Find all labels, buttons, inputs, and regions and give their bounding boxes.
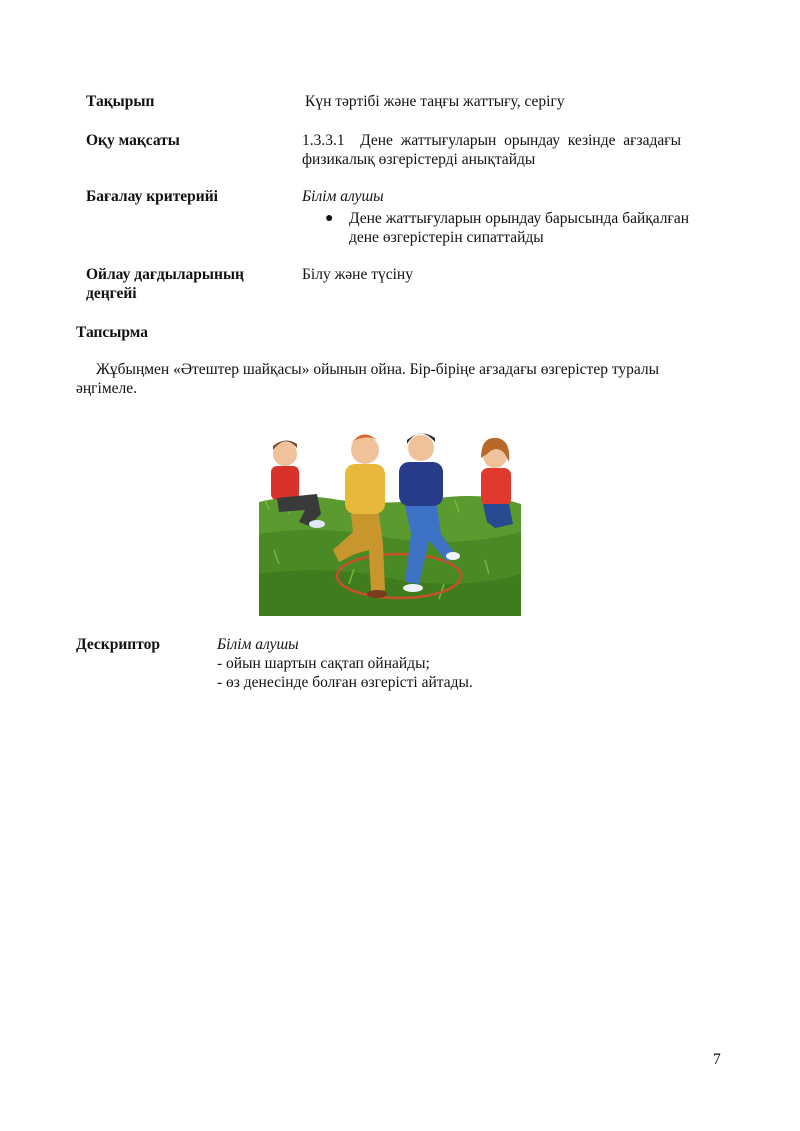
- task-text-line1: Жұбыңмен «Әтештер шайқасы» ойынын ойна. Бір-біріңе ағзадағы өзгерістер туралы: [96, 361, 660, 378]
- criteria-intro: Білім алушы: [302, 188, 384, 205]
- descriptor-item-1: - ойын шартын сақтап ойнайды;: [217, 655, 430, 672]
- children-playing-image: [259, 414, 521, 616]
- objective-value-line2: физикалық өзгерістерді анықтайды: [302, 151, 536, 168]
- descriptor-label: Дескриптор: [76, 636, 160, 653]
- descriptor-intro: Білім алушы: [217, 636, 299, 653]
- task-text-line2: әңгімеле.: [76, 380, 138, 397]
- thinking-label-line2: деңгейі: [86, 285, 137, 302]
- descriptor-block: [217, 635, 473, 692]
- descriptor-item-2: - өз денесінде болған өзгерісті айтады.: [217, 674, 473, 691]
- objective-value: [302, 131, 716, 169]
- task-text: [76, 360, 716, 398]
- thinking-label-line1: Ойлау дағдыларының: [86, 266, 244, 283]
- objective-value-line1: 1.3.3.1 Дене жаттығуларын орындау кезінде ағзадағы: [302, 132, 682, 149]
- topic-label: Тақырып: [86, 93, 155, 110]
- criteria-bullet-line1: Дене жаттығуларын орындау барысында байқалған: [349, 210, 690, 227]
- criteria-bullet-line2: дене өзгерістерін сипаттайды: [349, 229, 544, 246]
- task-heading: Тапсырма: [76, 324, 148, 341]
- bullet-icon: ●: [325, 211, 334, 226]
- children-playing-illustration: [259, 414, 521, 616]
- topic-value: Күн тәртібі және таңғы жаттығу, серігу: [305, 93, 565, 110]
- objective-label: Оқу мақсаты: [86, 132, 180, 149]
- criteria-bullet-text: [349, 209, 717, 247]
- page-number: 7: [713, 1051, 721, 1068]
- criteria-label: Бағалау критерийі: [86, 188, 218, 205]
- thinking-value: Білу және түсіну: [302, 266, 413, 283]
- thinking-label: [86, 265, 244, 303]
